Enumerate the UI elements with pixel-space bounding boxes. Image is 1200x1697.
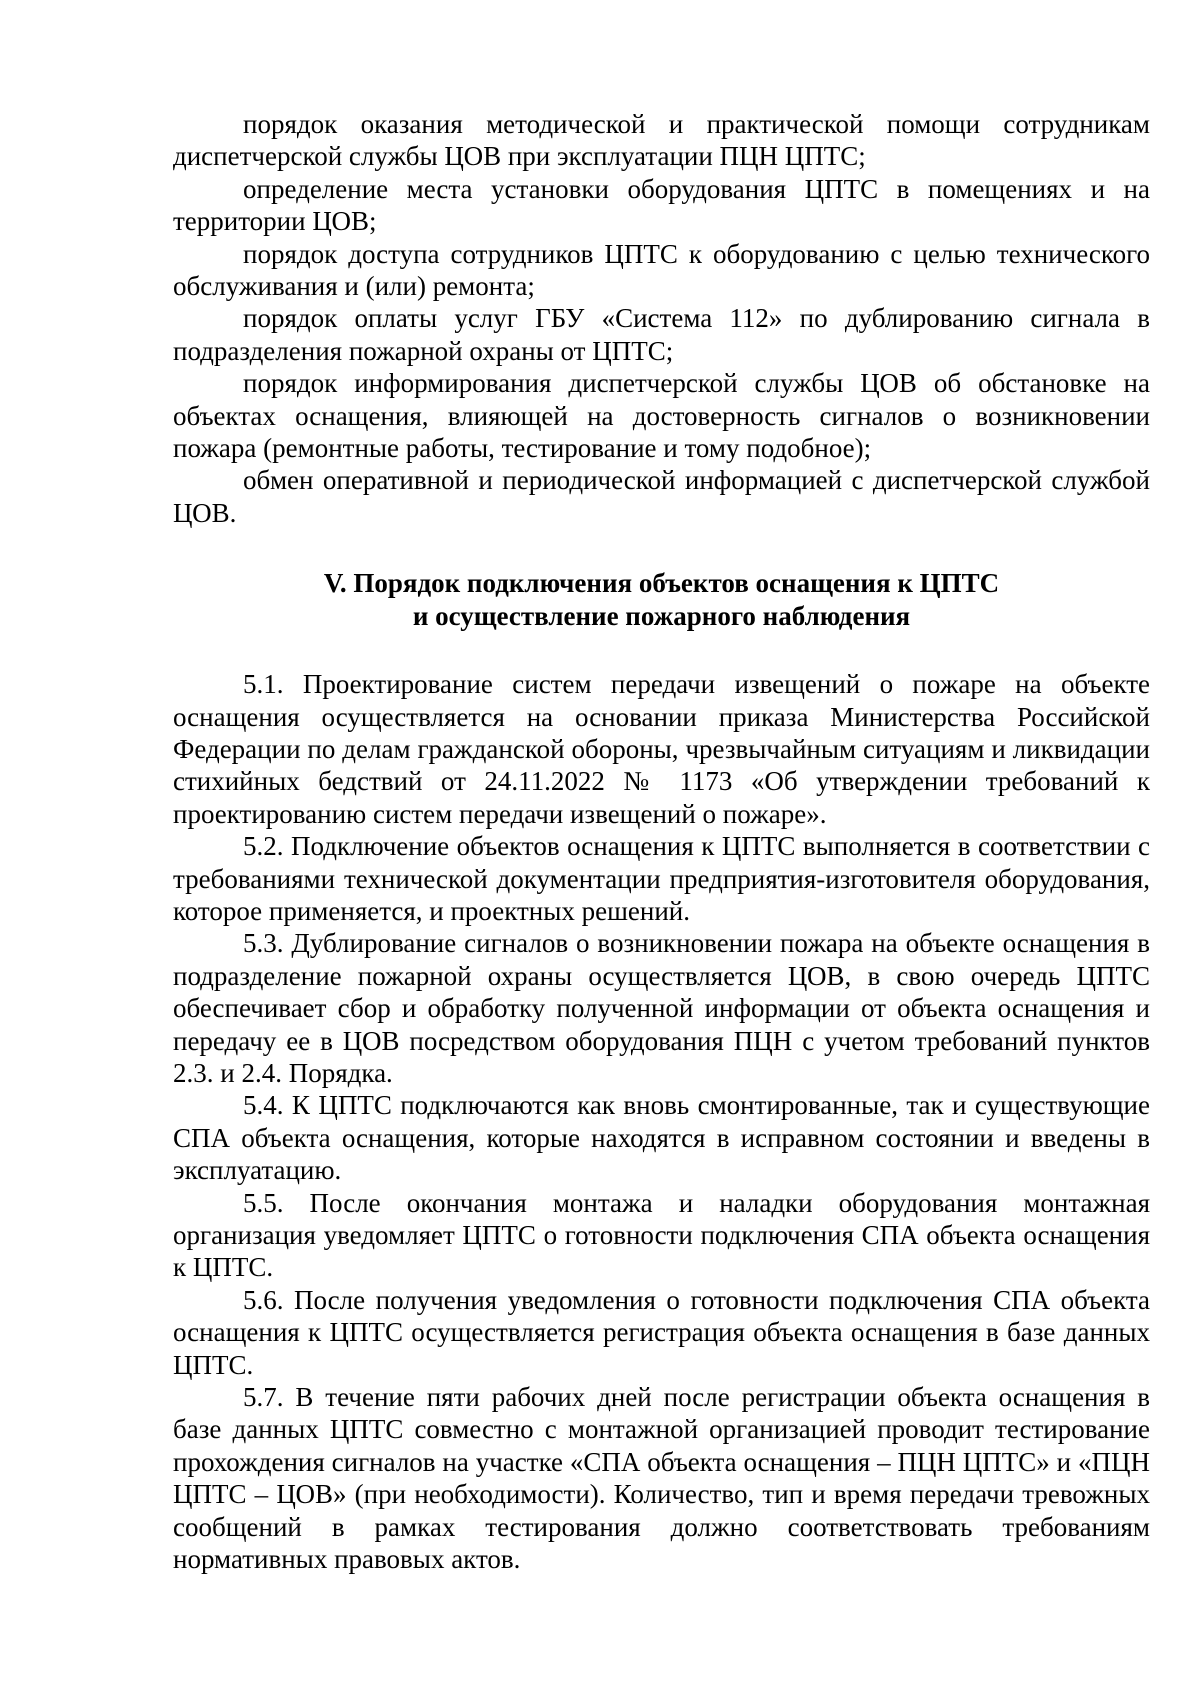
intro-item-payment-procedure: порядок оплаты услуг ГБУ «Система 112» по дублированию сигнала в подразделения пожарной охраны от ЦПТС; bbox=[173, 303, 1150, 366]
clause-5-7: 5.7. В течение пяти рабочих дней после регистрации объекта оснащения в базе данных ЦПТС совместно с монтажной организацией проводит тестирование прохождения сигналов на участке «СПА объекта оснащения – ПЦН ЦПТС» и «ПЦН ЦПТС – ЦОВ» (при необходимости). Количество, тип и время передачи тревожных сообщений в рамках тестирования должно соответствовать требованиям нормативных правовых актов. bbox=[173, 1382, 1150, 1575]
intro-item-information-exchange: обмен оперативной и периодической информацией с диспетчерской службой ЦОВ. bbox=[173, 465, 1150, 528]
section-heading bbox=[173, 567, 1150, 632]
section-heading-line-1: V. Порядок подключения объектов оснащения к ЦПТС bbox=[323, 568, 1000, 599]
clause-5-1: 5.1. Проектирование систем передачи извещений о пожаре на объекте оснащения осуществляется на основании приказа Министерства Российской Федерации по делам гражданской обороны, чрезвычайным ситуациям и ликвидации стихийных бедствий от 24.11.2022 № 1173 «Об утверждении требований к проектированию систем передачи извещений о пожаре». bbox=[173, 669, 1150, 829]
section-heading-line-2: и осуществление пожарного наблюдения bbox=[412, 600, 911, 631]
document-page bbox=[173, 108, 1150, 1575]
intro-item-informing-procedure: порядок информирования диспетчерской службы ЦОВ об обстановке на объектах оснащения, влияющей на достоверность сигналов о возникновении пожара (ремонтные работы, тестирование и тому подобное); bbox=[173, 368, 1150, 464]
intro-item-access-procedure: порядок доступа сотрудников ЦПТС к оборудованию с целью технического обслуживания и (или) ремонта; bbox=[173, 238, 1150, 302]
intro-item-methodical-help: порядок оказания методической и практической помощи сотрудникам диспетчерской службы ЦОВ при эксплуатации ПЦН ЦПТС; bbox=[173, 109, 1150, 172]
clause-5-5: 5.5. После окончания монтажа и наладки оборудования монтажная организация уведомляет ЦПТС о готовности подключения СПА объекта оснащения к ЦПТС. bbox=[173, 1187, 1150, 1283]
intro-item-equipment-location: определение места установки оборудования ЦПТС в помещениях и на территории ЦОВ; bbox=[173, 173, 1150, 237]
clause-5-4: 5.4. К ЦПТС подключаются как вновь смонтированные, так и существующие СПА объекта оснащения, которые находятся в исправном состоянии и введены в эксплуатацию. bbox=[173, 1090, 1150, 1186]
clause-5-3: 5.3. Дублирование сигналов о возникновении пожара на объекте оснащения в подразделение пожарной охраны осуществляется ЦОВ, в свою очередь ЦПТС обеспечивает сбор и обработку полученной информации от объекта оснащения и передачу ее в ЦОВ посредством оборудования ПЦН с учетом требований пунктов 2.3. и 2.4. Порядка. bbox=[173, 928, 1150, 1088]
clause-5-2: 5.2. Подключение объектов оснащения к ЦПТС выполняется в соответствии с требованиями технической документации предприятия-изготовителя оборудования, которое применяется, и проектных решений. bbox=[173, 831, 1150, 926]
clause-5-6: 5.6. После получения уведомления о готовности подключения СПА объекта оснащения к ЦПТС осуществляется регистрация объекта оснащения в базе данных ЦПТС. bbox=[173, 1284, 1150, 1380]
